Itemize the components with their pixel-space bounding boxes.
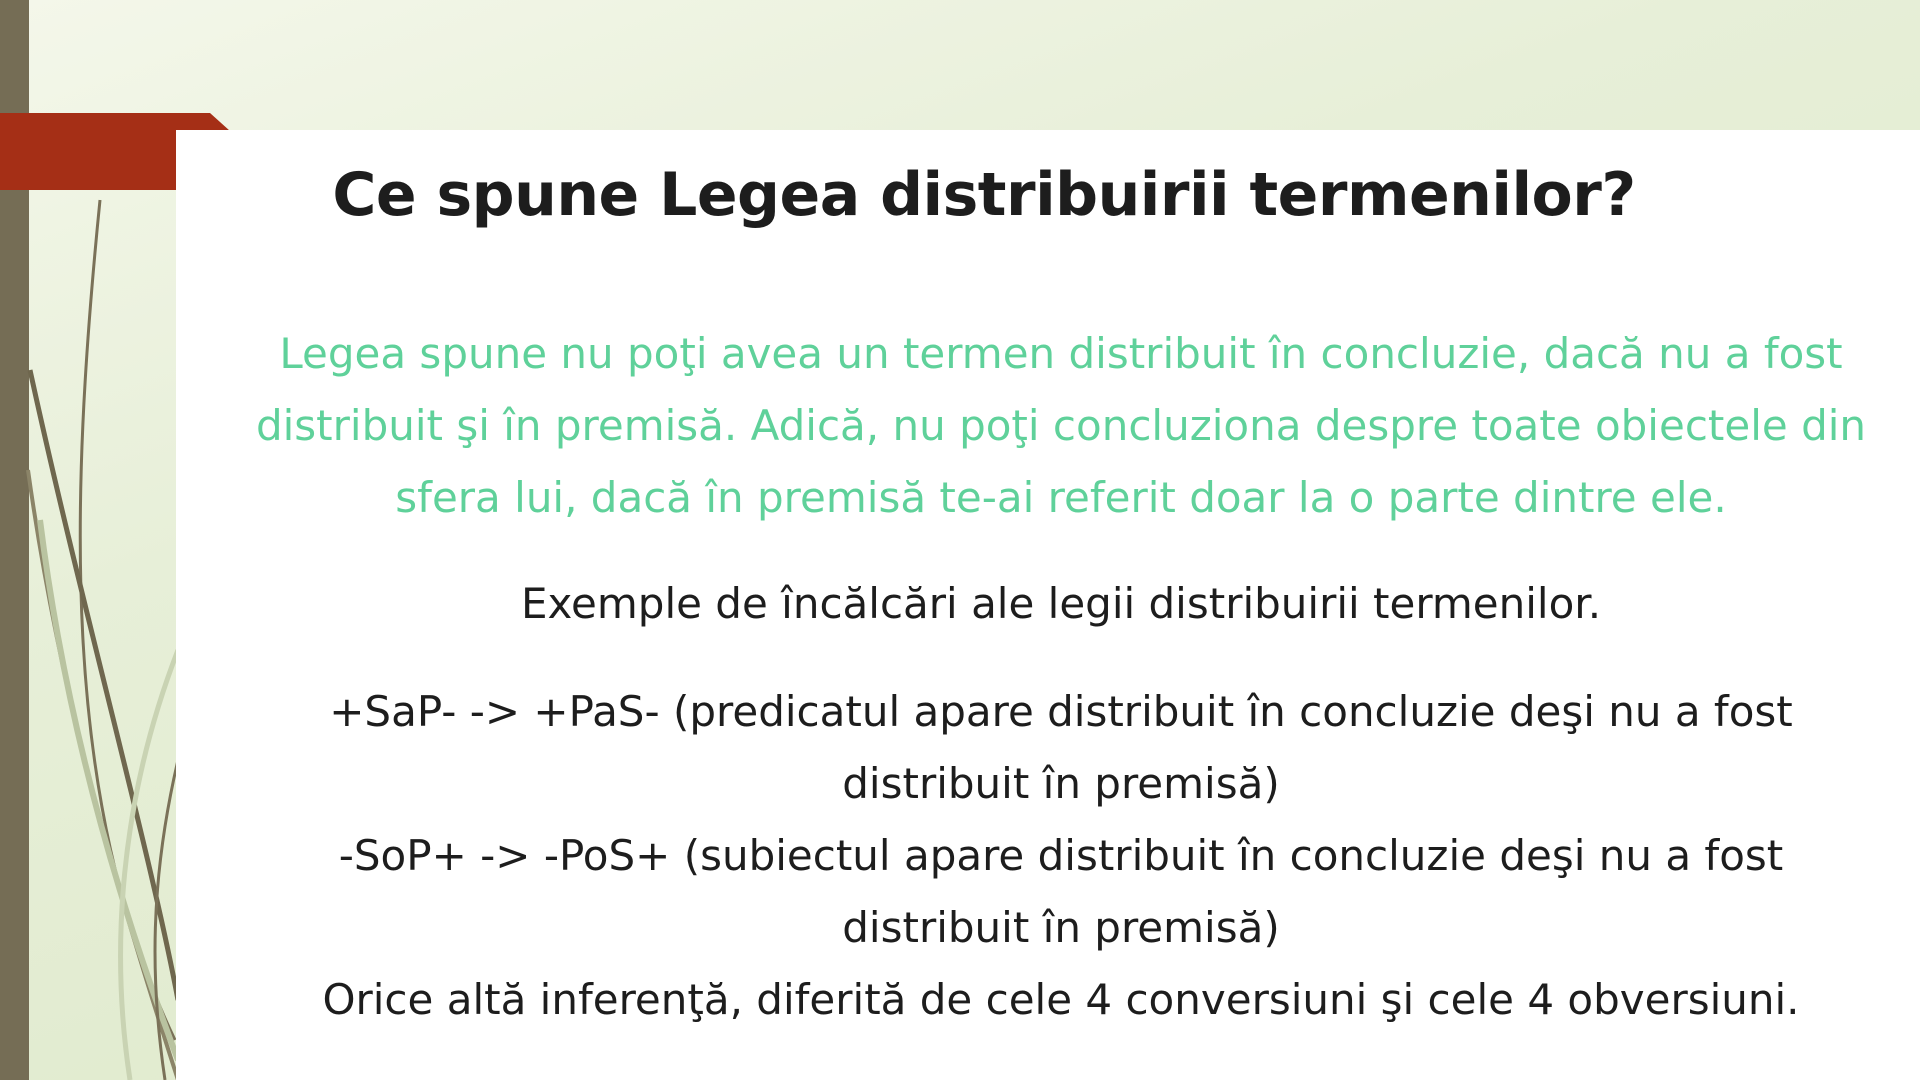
content-panel (176, 130, 1920, 1080)
lead-paragraph: Legea spune nu poţi avea un termen distribuit în concluzie, dacă nu a fost distribuit şi în premisă. Adică, nu poţi concluziona despre toate obiectele din sfera lui, dacă în premisă te-ai referit doar la o parte dintre ele. (255, 329, 1867, 522)
example-item: -SoP+ -> -PoS+ (subiectul apare distribuit în concluzie deşi nu a fost distribuit în premisă) (338, 831, 1784, 952)
slide-title: Ce spune Legea distribuirii termenilor? (332, 160, 1636, 230)
example-item: +SaP- -> +PaS- (predicatul apare distribuit în concluzie deşi nu a fost distribuit în premisă) (329, 687, 1793, 808)
example-item: Orice altă inferenţă, diferită de cele 4 conversiuni şi cele 4 obversiuni. (322, 975, 1800, 1024)
examples-list (276, 676, 1846, 1036)
examples-heading: Exemple de încălcări ale legii distribuirii termenilor. (520, 579, 1602, 628)
